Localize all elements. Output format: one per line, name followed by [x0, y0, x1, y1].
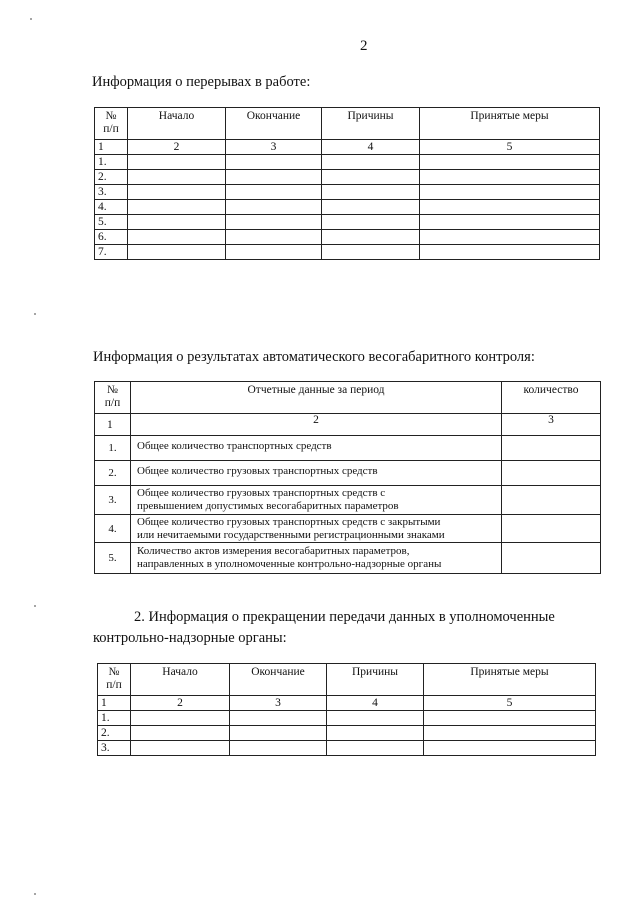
col-header-measures: Принятые меры	[420, 108, 600, 140]
table-row	[95, 185, 600, 200]
row-number: 4.	[95, 200, 128, 215]
col-header-start: Начало	[128, 108, 226, 140]
col-number: 3	[230, 696, 327, 711]
col-number: 4	[322, 140, 420, 155]
row-number: 1.	[95, 436, 131, 461]
col-header-reasons: Причины	[322, 108, 420, 140]
transfer-stop-heading-line2: контрольно-надзорные органы:	[93, 630, 287, 646]
col-header-number: № п/п	[95, 108, 128, 140]
scan-speck	[34, 893, 36, 895]
col-number: 3	[226, 140, 322, 155]
col-header-measures: Принятые меры	[424, 664, 596, 696]
table-row	[95, 170, 600, 185]
col-header-start: Начало	[131, 664, 230, 696]
col-number: 1	[95, 140, 128, 155]
col-header-end: Окончание	[226, 108, 322, 140]
row-number: 6.	[95, 230, 128, 245]
row-number: 5.	[95, 215, 128, 230]
col-number: 3	[502, 414, 601, 436]
row-number: 3.	[95, 185, 128, 200]
table-row	[95, 515, 601, 543]
table-row	[98, 711, 596, 726]
col-header-number: № п/п	[98, 664, 131, 696]
table-row	[95, 200, 600, 215]
row-description: Количество актов измерения весогабаритных параметров, направленных в уполномоченные контрольно-надзорные органы	[131, 543, 502, 574]
row-number: 1.	[95, 155, 128, 170]
breaks-table	[94, 107, 600, 260]
weight-control-heading: Информация о результатах автоматического весогабаритного контроля:	[93, 349, 535, 365]
col-number: 1	[98, 696, 131, 711]
table-row	[95, 215, 600, 230]
scan-speck	[34, 605, 36, 607]
col-number: 4	[327, 696, 424, 711]
table-row	[95, 230, 600, 245]
table-row	[95, 461, 601, 486]
row-number: 5.	[95, 543, 131, 574]
col-number: 1	[95, 414, 131, 436]
row-number: 2.	[98, 726, 131, 741]
breaks-heading: Информация о перерывах в работе:	[92, 74, 311, 90]
row-number: 2.	[95, 170, 128, 185]
row-number: 1.	[98, 711, 131, 726]
table-row	[98, 741, 596, 756]
table-row	[95, 155, 600, 170]
table-row	[95, 436, 601, 461]
row-number: 4.	[95, 515, 131, 543]
col-number: 2	[131, 414, 502, 436]
scan-speck	[34, 313, 36, 315]
row-number: 3.	[95, 486, 131, 515]
col-header-report-data: Отчетные данные за период	[131, 382, 502, 414]
row-description: Общее количество грузовых транспортных средств с закрытыми или нечитаемыми государственными регистрационными знаками	[131, 515, 502, 543]
page-number: 2	[360, 38, 368, 54]
row-description: Общее количество транспортных средств	[131, 436, 502, 461]
col-header-quantity: количество	[502, 382, 601, 414]
col-number: 5	[424, 696, 596, 711]
row-number: 2.	[95, 461, 131, 486]
row-number: 7.	[95, 245, 128, 260]
col-number: 2	[128, 140, 226, 155]
col-header-end: Окончание	[230, 664, 327, 696]
transfer-stop-table	[97, 663, 596, 756]
row-description: Общее количество грузовых транспортных средств с превышением допустимых весогабаритных параметров	[131, 486, 502, 515]
table-row	[95, 245, 600, 260]
row-number: 3.	[98, 741, 131, 756]
row-description: Общее количество грузовых транспортных средств	[131, 461, 502, 486]
table-row	[98, 726, 596, 741]
col-number: 5	[420, 140, 600, 155]
col-header-number: № п/п	[95, 382, 131, 414]
table-row	[95, 543, 601, 574]
scan-speck	[30, 18, 32, 20]
weight-control-table	[94, 381, 601, 574]
table-row	[95, 486, 601, 515]
col-number: 2	[131, 696, 230, 711]
transfer-stop-heading-line1: 2. Информация о прекращении передачи данных в уполномоченные	[134, 609, 555, 625]
col-header-reasons: Причины	[327, 664, 424, 696]
